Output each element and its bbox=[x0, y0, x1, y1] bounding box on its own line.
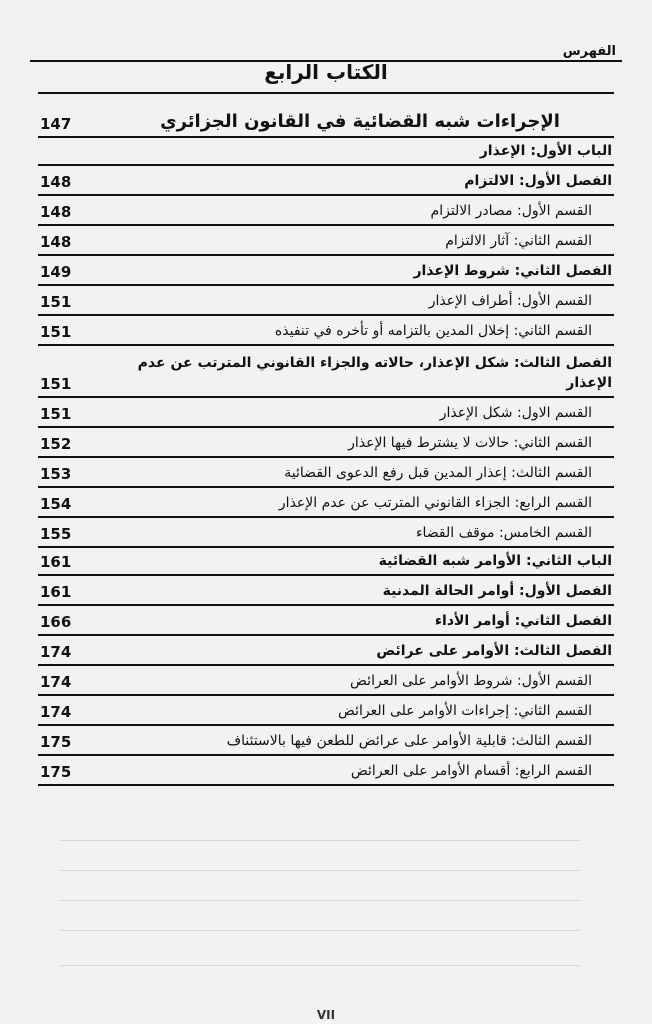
toc-entry-text: الفصل الثاني: شروط الإعذار bbox=[413, 263, 612, 279]
toc-row bbox=[38, 606, 614, 636]
toc-entry-text: القسم الرابع: أقسام الأوامر على العرائض bbox=[350, 763, 592, 779]
toc-page-number: 175 bbox=[40, 763, 72, 781]
toc-row bbox=[38, 428, 614, 458]
toc-entry-text: الفصل الثاني: أوامر الأداء bbox=[434, 613, 612, 629]
toc-entry-text: الفصل الأول: أوامر الحالة المدنية bbox=[382, 583, 612, 599]
toc-row bbox=[38, 636, 614, 666]
toc-row bbox=[38, 346, 614, 398]
toc-entry-text: القسم الأول: مصادر الالتزام bbox=[430, 203, 592, 219]
toc-page-number: 153 bbox=[40, 465, 72, 483]
toc-entry-text: القسم الاول: شكل الإعذار bbox=[439, 405, 592, 421]
toc-entry-text: القسم الثاني: آثار الالتزام bbox=[445, 233, 592, 249]
toc-page-number: 154 bbox=[40, 495, 72, 513]
toc-entry-text: القسم الثاني: إجراءات الأوامر على العرائض bbox=[337, 703, 592, 719]
book-title: الكتاب الرابع bbox=[264, 60, 388, 84]
toc-entry-text: القسم الأول: شروط الأوامر على العرائض bbox=[350, 673, 592, 689]
toc-page-number: 149 bbox=[40, 263, 72, 281]
toc-row bbox=[38, 458, 614, 488]
bleed-through-line bbox=[60, 870, 580, 871]
page-number-footer: VII bbox=[316, 1008, 336, 1022]
toc-page-number: 175 bbox=[40, 733, 72, 751]
toc-entry-text: الإجراءات شبه القضائية في القانون الجزائري bbox=[160, 111, 560, 132]
toc-page-number: 148 bbox=[40, 203, 72, 221]
toc-page-number bbox=[38, 161, 108, 164]
toc-row bbox=[38, 398, 614, 428]
toc-row bbox=[38, 138, 614, 166]
toc-row bbox=[38, 696, 614, 726]
toc-page-number: 148 bbox=[40, 233, 72, 251]
toc-row bbox=[38, 316, 614, 346]
toc-entry-text: القسم الرابع: الجزاء القانوني المترتب عن عدم الإعذار bbox=[278, 495, 592, 511]
toc-page-number: 151 bbox=[40, 405, 72, 423]
toc-row bbox=[38, 488, 614, 518]
toc-row bbox=[38, 256, 614, 286]
bleed-through-line bbox=[60, 965, 580, 966]
toc-page-number: 174 bbox=[40, 703, 72, 721]
toc-page-number: 147 bbox=[40, 115, 72, 133]
toc-row bbox=[38, 286, 614, 316]
toc-page-number: 151 bbox=[40, 293, 72, 311]
toc-page-number: 151 bbox=[40, 323, 72, 341]
toc-page-number: 174 bbox=[40, 643, 72, 661]
toc-row bbox=[38, 226, 614, 256]
toc-page-number: 161 bbox=[40, 553, 72, 571]
toc-entry-text: الفصل الأول: الالتزام bbox=[464, 173, 612, 189]
running-header: الفهرس bbox=[562, 44, 616, 59]
toc-row bbox=[38, 756, 614, 786]
toc-page-number: 166 bbox=[40, 613, 72, 631]
toc-entry-text: الباب الثاني: الأوامر شبه القضائية bbox=[378, 553, 612, 569]
toc-entry-text: القسم الأول: أطراف الإعذار bbox=[428, 293, 592, 309]
toc-entry-text: الباب الأول: الإعذار bbox=[479, 143, 612, 159]
toc-row bbox=[38, 726, 614, 756]
toc-entry-text: القسم الثاني: حالات لا يشترط فيها الإعذار bbox=[348, 435, 592, 451]
toc-row bbox=[38, 196, 614, 226]
toc-entry-text: القسم الثالث: قابلية الأوامر على عرائض للطعن فيها بالاستئناف bbox=[226, 733, 592, 749]
toc-page-number: 152 bbox=[40, 435, 72, 453]
bleed-through-line bbox=[60, 840, 580, 841]
toc-page-number: 155 bbox=[40, 525, 72, 543]
toc-page-number: 148 bbox=[40, 173, 72, 191]
toc-row bbox=[38, 166, 614, 196]
toc-entry-text: القسم الثالث: إعذار المدين قبل رفع الدعوى القضائية bbox=[284, 465, 592, 481]
toc-entry-text: القسم الثاني: إخلال المدين بالتزامه أو تأخره في تنفيذه bbox=[274, 323, 592, 339]
toc-page-number: 174 bbox=[40, 673, 72, 691]
toc-entry-text: الفصل الثالث: شكل الإعذار، حالاته والجزاء القانوني المترتب عن عدم الإعذار bbox=[137, 355, 612, 391]
toc-row bbox=[38, 548, 614, 576]
toc-row bbox=[38, 94, 614, 138]
toc-page-number: 161 bbox=[40, 583, 72, 601]
bleed-through-line bbox=[60, 900, 580, 901]
toc-row bbox=[38, 576, 614, 606]
bleed-through-line bbox=[60, 930, 580, 931]
toc-row bbox=[38, 666, 614, 696]
toc-entry-text: القسم الخامس: موقف القضاء bbox=[415, 525, 592, 541]
table-of-contents bbox=[38, 92, 614, 786]
toc-page-number: 151 bbox=[40, 375, 72, 393]
toc-entry-text: الفصل الثالث: الأوامر على عرائض bbox=[376, 643, 612, 659]
toc-row bbox=[38, 518, 614, 548]
